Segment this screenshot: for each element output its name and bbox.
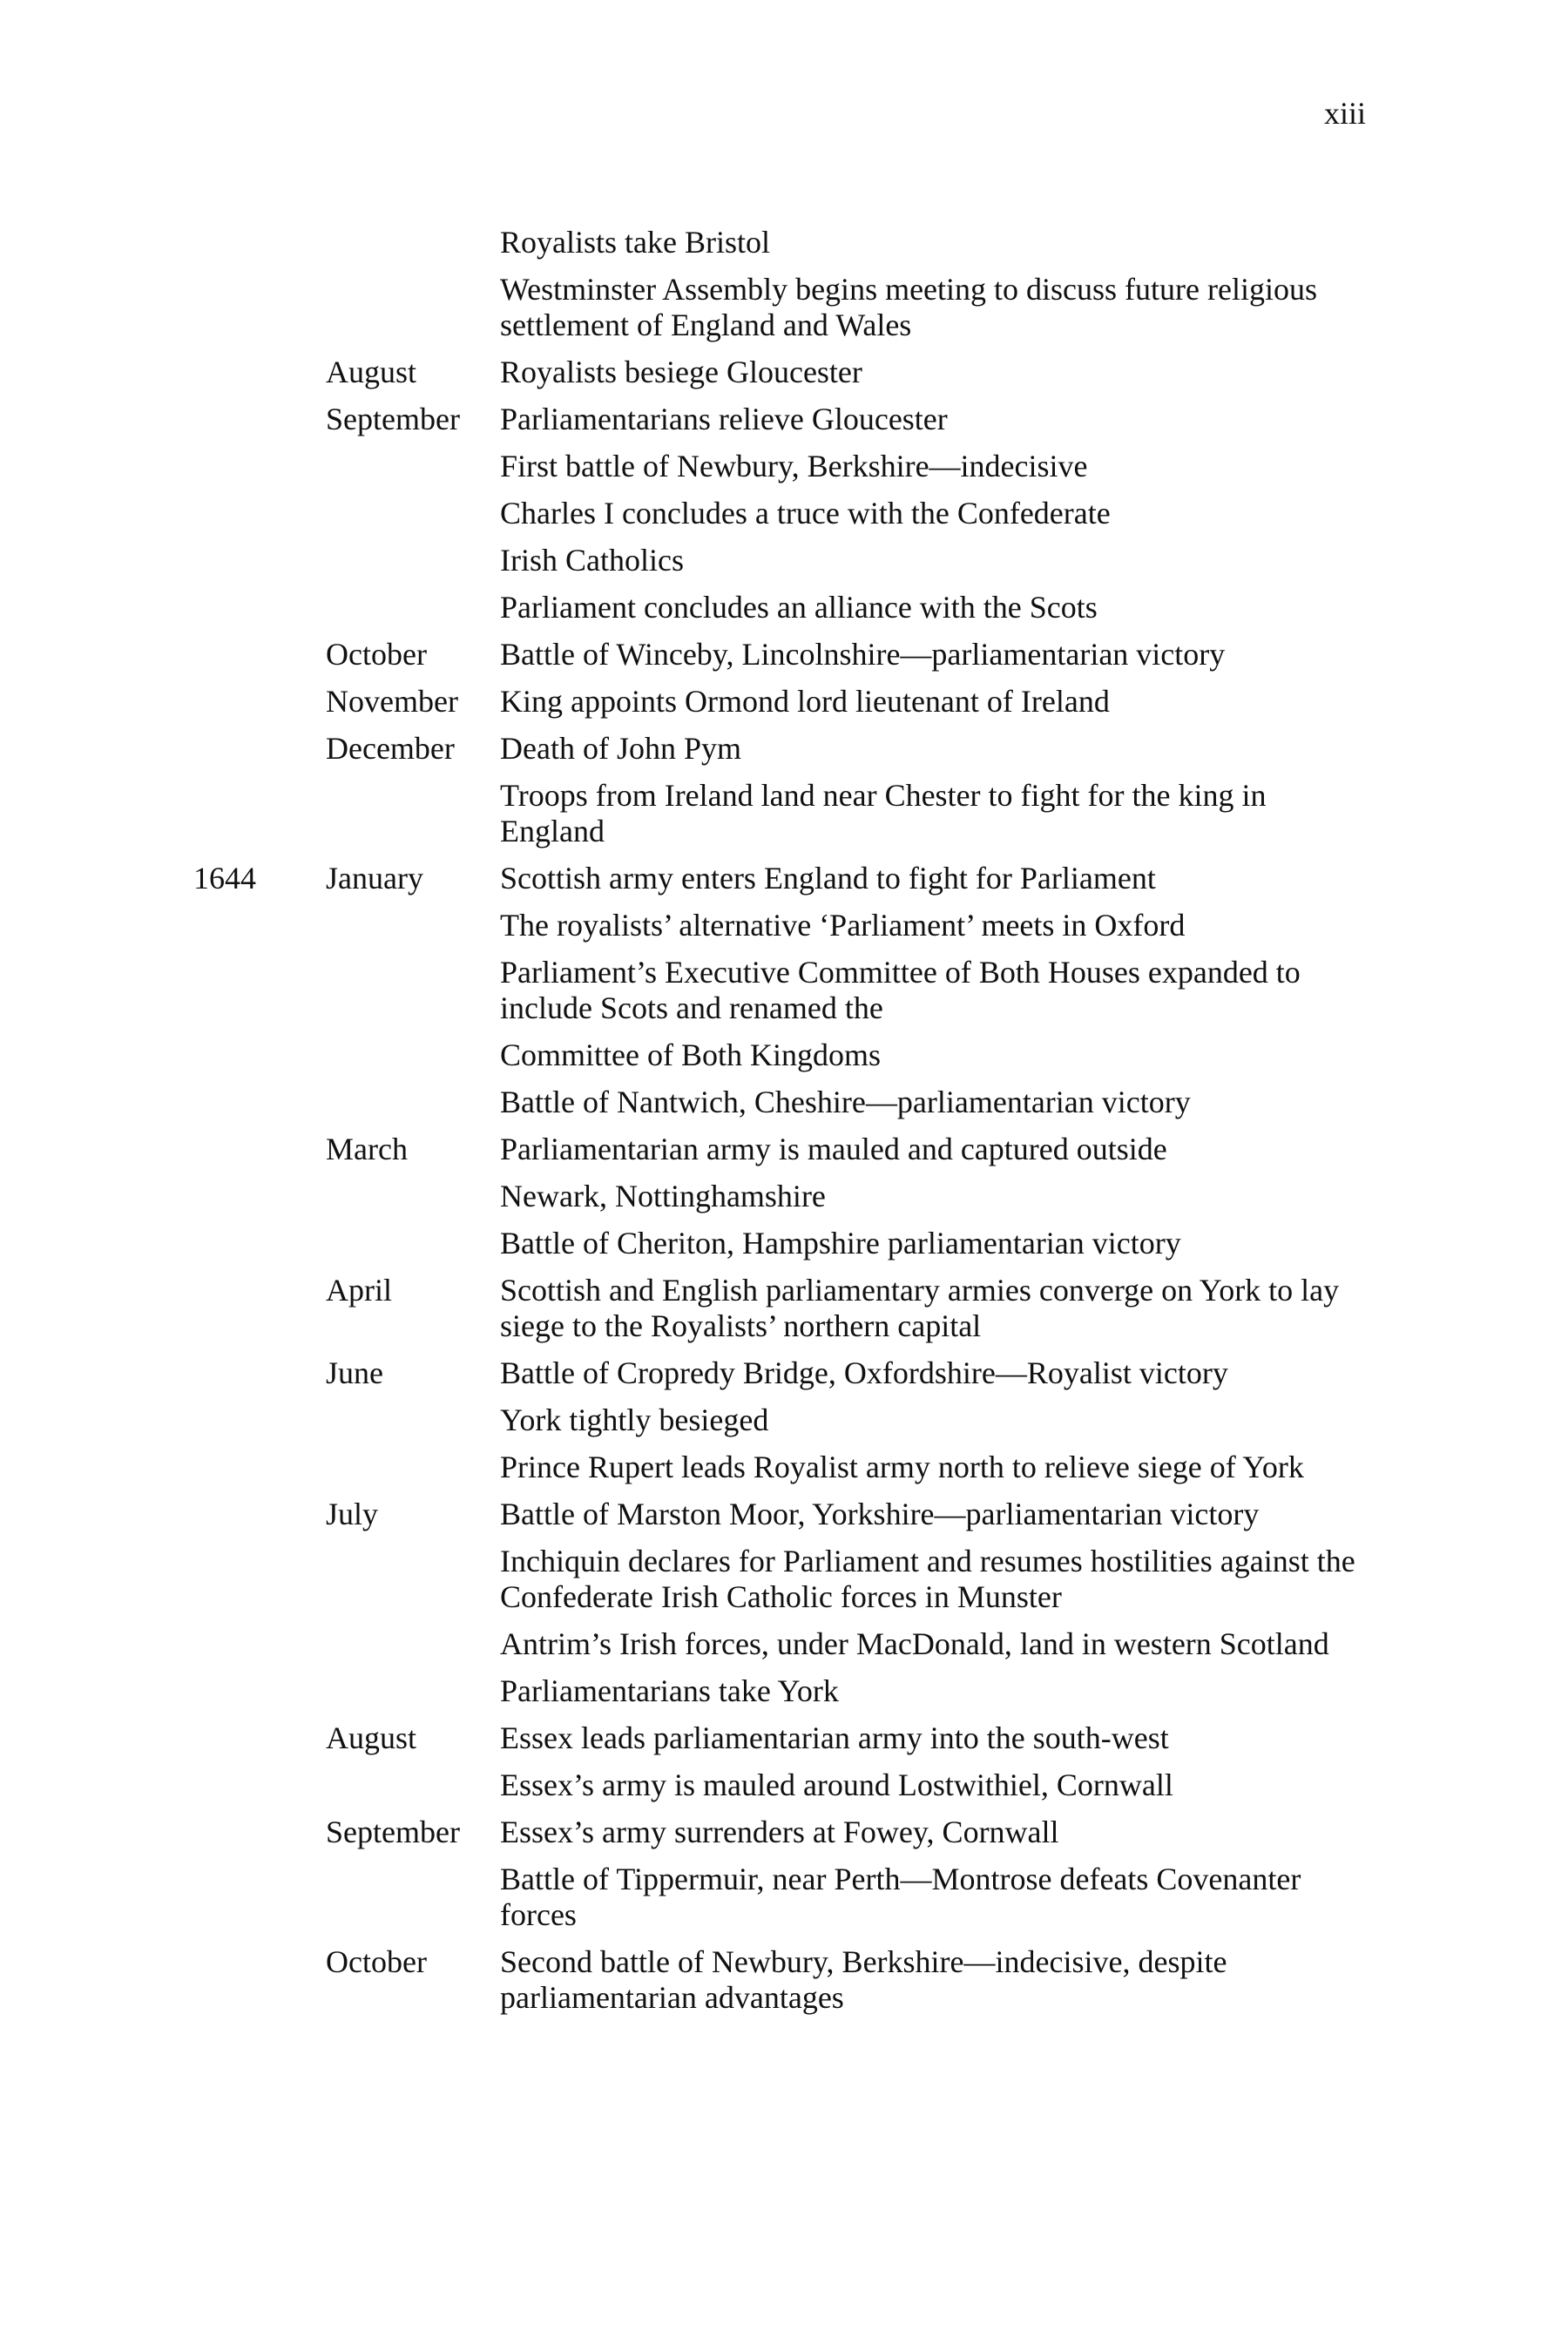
event-cell: Inchiquin declares for Parliament and resumes hostilities against the Confederate Irish Catholic forces in Munster bbox=[500, 1544, 1355, 1614]
month-cell bbox=[326, 1179, 500, 1214]
event-cell: Charles I concludes a truce with the Confederate bbox=[500, 496, 1111, 531]
event-cell: Parliament’s Executive Committee of Both Houses expanded to include Scots and renamed the bbox=[500, 955, 1301, 1025]
year-cell bbox=[193, 225, 326, 260]
month-cell bbox=[326, 1226, 500, 1261]
event-cell: Second battle of Newbury, Berkshire—indecisive, despite parliamentarian advantages bbox=[500, 1944, 1227, 2015]
event-cell: Royalists besiege Gloucester bbox=[500, 355, 862, 389]
month-cell: December bbox=[326, 731, 455, 766]
chronology-row bbox=[193, 684, 1361, 720]
month-cell bbox=[326, 778, 500, 849]
chronology-row bbox=[193, 1497, 1361, 1532]
year-cell bbox=[193, 955, 326, 1026]
year-cell bbox=[193, 684, 326, 720]
chronology-row bbox=[193, 1720, 1361, 1756]
chronology-row bbox=[193, 1944, 1361, 2016]
event-cell: Battle of Cheriton, Hampshire parliamentarian victory bbox=[500, 1226, 1181, 1260]
chronology-row bbox=[193, 225, 1361, 260]
event-cell: Antrim’s Irish forces, under MacDonald, land in western Scotland bbox=[500, 1626, 1329, 1661]
chronology-row bbox=[193, 449, 1361, 484]
chronology-row bbox=[193, 496, 1361, 531]
year-cell bbox=[193, 1273, 326, 1344]
year-cell bbox=[193, 1720, 326, 1756]
year-cell bbox=[193, 637, 326, 672]
year-cell bbox=[193, 1626, 326, 1662]
month-cell bbox=[326, 225, 500, 260]
month-cell bbox=[326, 272, 500, 343]
year-cell bbox=[193, 1402, 326, 1438]
year-cell bbox=[193, 1132, 326, 1167]
event-cell: Parliamentarians take York bbox=[500, 1673, 839, 1708]
month-cell bbox=[326, 1037, 500, 1073]
month-cell bbox=[326, 1544, 500, 1615]
chronology-row bbox=[193, 908, 1361, 943]
year-cell bbox=[193, 402, 326, 437]
chronology-row bbox=[193, 1815, 1361, 1850]
chronology-row bbox=[193, 861, 1361, 896]
chronology-row bbox=[193, 272, 1361, 343]
month-cell bbox=[326, 1402, 500, 1438]
event-cell: Troops from Ireland land near Chester to fight for the king in England bbox=[500, 778, 1267, 848]
chronology-row bbox=[193, 1862, 1361, 1933]
month-cell bbox=[326, 543, 500, 578]
year-cell bbox=[193, 590, 326, 625]
month-cell: November bbox=[326, 684, 458, 719]
month-cell bbox=[326, 908, 500, 943]
year-cell bbox=[193, 731, 326, 767]
chronology-row bbox=[193, 1673, 1361, 1709]
chronology-row bbox=[193, 1767, 1361, 1803]
event-cell: Battle of Marston Moor, Yorkshire—parliamentarian victory bbox=[500, 1497, 1260, 1531]
month-cell: March bbox=[326, 1132, 408, 1166]
event-cell: Irish Catholics bbox=[500, 543, 684, 578]
month-cell bbox=[326, 496, 500, 531]
month-cell: June bbox=[326, 1355, 383, 1390]
event-cell: Committee of Both Kingdoms bbox=[500, 1037, 881, 1072]
year-cell bbox=[193, 1544, 326, 1615]
month-cell: August bbox=[326, 1720, 417, 1755]
month-cell: April bbox=[326, 1273, 392, 1308]
chronology-row bbox=[193, 1626, 1361, 1662]
event-cell: Essex’s army surrenders at Fowey, Cornwall bbox=[500, 1815, 1059, 1849]
event-cell: Parliament concludes an alliance with the Scots bbox=[500, 590, 1098, 625]
year-cell bbox=[193, 778, 326, 849]
event-cell: Parliamentarians relieve Gloucester bbox=[500, 402, 948, 436]
month-cell: September bbox=[326, 1815, 460, 1849]
month-cell bbox=[326, 1862, 500, 1933]
month-cell bbox=[326, 590, 500, 625]
year-cell bbox=[193, 1179, 326, 1214]
event-cell: Essex leads parliamentarian army into the south-west bbox=[500, 1720, 1169, 1755]
chronology-row bbox=[193, 402, 1361, 437]
month-cell: October bbox=[326, 637, 427, 672]
chronology-table bbox=[193, 225, 1361, 2027]
event-cell: Battle of Tippermuir, near Perth—Montrose defeats Covenanter forces bbox=[500, 1862, 1301, 1932]
month-cell bbox=[326, 1085, 500, 1120]
chronology-row bbox=[193, 731, 1361, 767]
chronology-row bbox=[193, 1450, 1361, 1485]
event-cell: The royalists’ alternative ‘Parliament’ meets in Oxford bbox=[500, 908, 1186, 943]
year-cell bbox=[193, 1815, 326, 1850]
event-cell: Newark, Nottinghamshire bbox=[500, 1179, 826, 1213]
year-cell bbox=[193, 1226, 326, 1261]
month-cell bbox=[326, 955, 500, 1026]
month-cell: August bbox=[326, 355, 417, 389]
year-cell bbox=[193, 1767, 326, 1803]
month-cell bbox=[326, 1626, 500, 1662]
event-cell: Parliamentarian army is mauled and captured outside bbox=[500, 1132, 1167, 1166]
month-cell: October bbox=[326, 1944, 427, 1979]
year-cell bbox=[193, 1085, 326, 1120]
year-cell bbox=[193, 543, 326, 578]
year-cell bbox=[193, 1497, 326, 1532]
event-cell: Battle of Winceby, Lincolnshire—parliamentarian victory bbox=[500, 637, 1226, 672]
event-cell: Royalists take Bristol bbox=[500, 225, 770, 260]
month-cell bbox=[326, 449, 500, 484]
chronology-row bbox=[193, 355, 1361, 390]
year-cell bbox=[193, 449, 326, 484]
chronology-row bbox=[193, 1544, 1361, 1615]
chronology-row bbox=[193, 1273, 1361, 1344]
event-cell: Death of John Pym bbox=[500, 731, 741, 766]
month-cell: July bbox=[326, 1497, 379, 1531]
page-number: xiii bbox=[1323, 96, 1366, 131]
year-cell bbox=[193, 272, 326, 343]
chronology-row bbox=[193, 778, 1361, 849]
chronology-row bbox=[193, 543, 1361, 578]
month-cell bbox=[326, 1673, 500, 1709]
event-cell: Battle of Cropredy Bridge, Oxfordshire—Royalist victory bbox=[500, 1355, 1228, 1390]
event-cell: Battle of Nantwich, Cheshire—parliamentarian victory bbox=[500, 1085, 1191, 1119]
chronology-row bbox=[193, 955, 1361, 1026]
event-cell: Scottish army enters England to fight for Parliament bbox=[500, 861, 1156, 896]
chronology-row bbox=[193, 1355, 1361, 1391]
event-cell: Prince Rupert leads Royalist army north to relieve siege of York bbox=[500, 1450, 1304, 1484]
chronology-row bbox=[193, 1085, 1361, 1120]
event-cell: Scottish and English parliamentary armies converge on York to lay siege to the Royalists’ northern capital bbox=[500, 1273, 1340, 1343]
month-cell bbox=[326, 1450, 500, 1485]
year-cell bbox=[193, 1944, 326, 2016]
year-cell bbox=[193, 496, 326, 531]
event-cell: King appoints Ormond lord lieutenant of Ireland bbox=[500, 684, 1110, 719]
year-cell bbox=[193, 1862, 326, 1933]
year-cell bbox=[193, 1037, 326, 1073]
year-cell bbox=[193, 1355, 326, 1391]
event-cell: First battle of Newbury, Berkshire—indecisive bbox=[500, 449, 1088, 483]
month-cell bbox=[326, 1767, 500, 1803]
event-cell: York tightly besieged bbox=[500, 1402, 769, 1437]
event-cell: Westminster Assembly begins meeting to discuss future religious settlement of England and Wales bbox=[500, 272, 1317, 342]
event-cell: Essex’s army is mauled around Lostwithiel, Cornwall bbox=[500, 1767, 1173, 1802]
chronology-row bbox=[193, 1037, 1361, 1073]
year-cell bbox=[193, 1673, 326, 1709]
chronology-row bbox=[193, 1132, 1361, 1167]
chronology-row bbox=[193, 590, 1361, 625]
year-cell bbox=[193, 355, 326, 390]
month-cell: January bbox=[326, 861, 423, 896]
chronology-row bbox=[193, 1226, 1361, 1261]
year-cell: 1644 bbox=[193, 861, 256, 896]
chronology-row bbox=[193, 1179, 1361, 1214]
chronology-row bbox=[193, 1402, 1361, 1438]
year-cell bbox=[193, 908, 326, 943]
chronology-row bbox=[193, 637, 1361, 672]
year-cell bbox=[193, 1450, 326, 1485]
month-cell: September bbox=[326, 402, 460, 436]
